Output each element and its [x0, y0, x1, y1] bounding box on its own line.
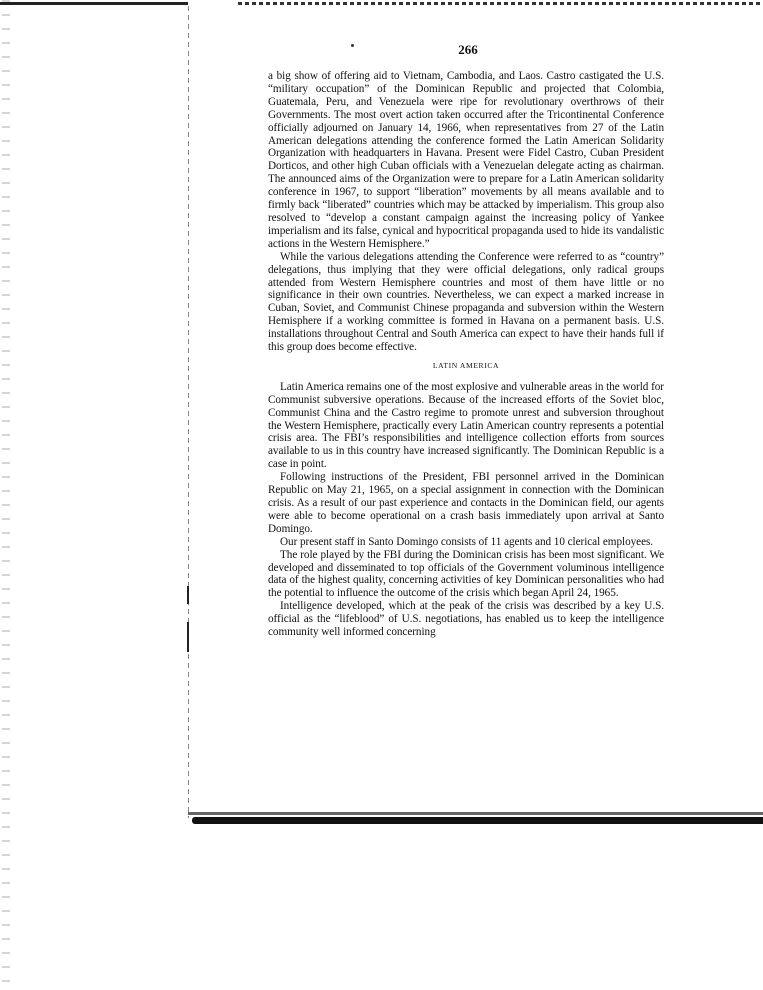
paragraph: Following instructions of the President, FBI personnel arrived in the Dominican Republic on May 21, 1965, on a special assignment in connection with the Dominican crisis. As a result of our past experience and contacts in the Dominican field, our agents were able to become operational on a crash basis immediately upon arrival at Santo Domingo.	[268, 471, 664, 535]
paragraph: The role played by the FBI during the Dominican crisis has been most significant. We developed and disseminated to top officials of the Government voluminous intelligence data of the highest quality, concerning activities of key Dominican personalities who had the potential to influence the outcome of the crisis which began April 24, 1965.	[268, 548, 664, 600]
top-rule-left	[0, 2, 188, 5]
bottom-rule	[192, 817, 763, 824]
page-number: 266	[458, 42, 478, 57]
document-body	[268, 70, 664, 639]
paragraph: Intelligence developed, which at the peak of the crisis was described by a key U.S. official as the “lifeblood” of U.S. negotiations, has enabled us to keep the intelligence community well informed concerning	[268, 600, 664, 639]
paragraph: a big show of offering aid to Vietnam, Cambodia, and Laos. Castro castigated the U.S. “military occupation” of the Dominican Republic and projected that Colombia, Guatemala, Peru, and Venezuela were ripe for revolutionary overthrows of their Governments. The most overt action taken occurred after the Tricontinental Conference officially adjourned on January 14, 1966, when representatives from 27 of the Latin American delegations attending the conference formed the Latin American Solidarity Organization with headquarters in Havana. Present were Fidel Castro, Cuban President Dorticos, and other high Cuban officials with a Venezuelan delegate acting as chairman. The announced aims of the Organization were to prepare for a Latin American solidarity conference in 1967, to support “liberation” movements by all means available and to firmly back “liberated” countries which may be attacked by imperialism. This group also resolved to “develop a constant campaign against the increasing policy of Yankee imperialism and its false, cynical and hypocritical propaganda used to hide its vandalistic actions in the Western Hemisphere.”	[268, 70, 664, 250]
paragraph: While the various delegations attending the Conference were referred to as “country” delegations, thus implying that they were official delegations, only radical groups attended from Western Hemisphere countries and most of them have little or no significance in their own countries. Nevertheless, we can expect a marked increase in Cuban, Soviet, and Communist Chinese propaganda and subversion within the Western Hemisphere if a working committee is formed in Havana on a permanent basis. U.S. installations throughout Central and South America can expect to have their hands full if this group does become effective.	[268, 250, 664, 354]
section-heading: LATIN AMERICA	[432, 360, 500, 370]
paragraph: Latin America remains one of the most explosive and vulnerable areas in the world for Communist subversive operations. Because of the increased efforts of the Soviet bloc, Communist China and the Castro regime to promote unrest and subversion throughout the Western Hemisphere, practically every Latin American country represents a potential crisis area. The FBI’s responsibilities and intelligence collection efforts from sources available to us in this country have increased significantly. The Dominican Republic is a case in point.	[268, 380, 664, 471]
scan-edge-specks	[2, 0, 10, 990]
margin-tick-mark	[187, 586, 189, 604]
left-margin-line	[188, 6, 189, 818]
margin-tick-mark	[187, 622, 189, 652]
ink-dot	[351, 44, 354, 47]
bottom-rule-shadow	[188, 812, 763, 815]
paragraph: Our present staff in Santo Domingo consists of 11 agents and 10 clerical employees.	[280, 535, 654, 548]
top-rule-right	[238, 2, 763, 5]
